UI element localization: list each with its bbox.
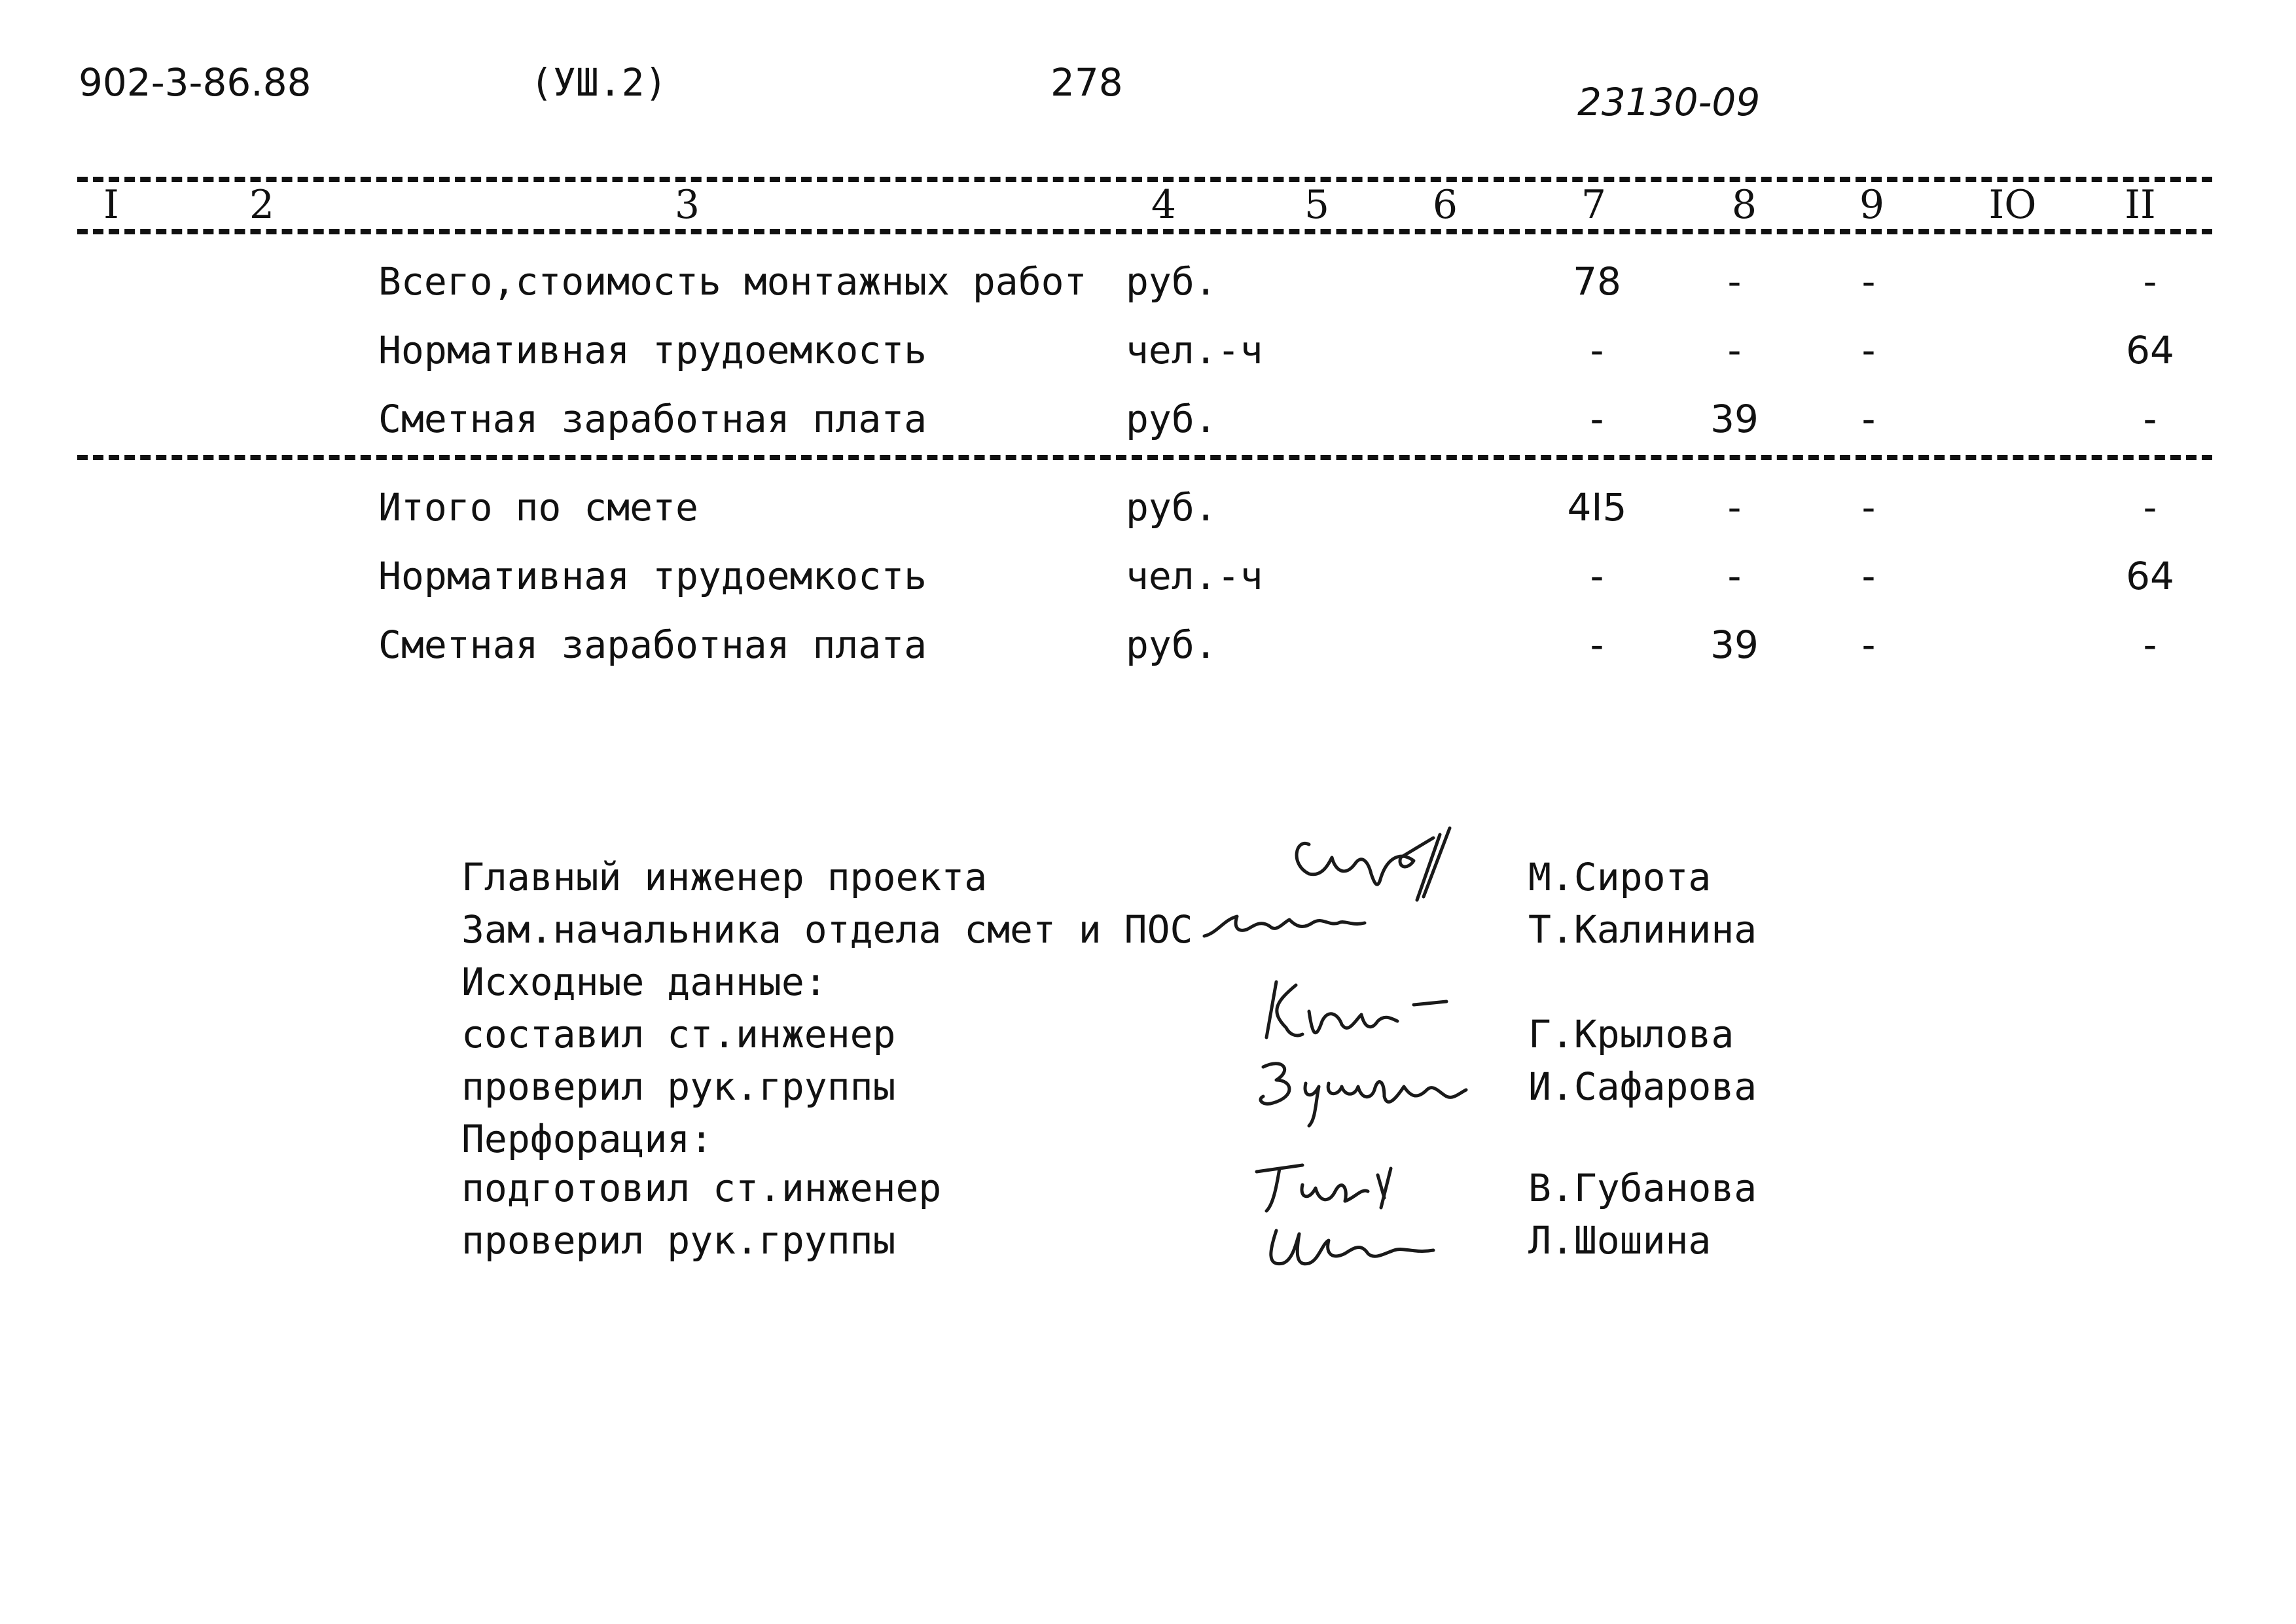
column-number: 3 — [674, 182, 700, 228]
row-col7: - — [1590, 623, 1604, 667]
row-col11: - — [2143, 623, 2157, 667]
row-col7: - — [1590, 397, 1604, 441]
handwritten-signature — [1244, 1152, 1440, 1218]
handwritten-signature — [1198, 897, 1394, 949]
signature-row — [0, 1008, 2296, 1060]
signature-row — [0, 956, 2296, 1008]
row-col9: - — [1861, 397, 1876, 441]
signature-person: И.Сафарова — [1528, 1064, 1757, 1109]
row-name: Всего,стоимость монтажных работ — [378, 259, 1087, 304]
row-col8: - — [1727, 485, 1742, 530]
row-col11: - — [2143, 259, 2157, 304]
row-col9: - — [1861, 328, 1876, 372]
table-top-rule — [77, 177, 2212, 182]
table-separator-rule — [77, 455, 2212, 460]
row-name: Нормативная трудоемкость — [378, 554, 927, 598]
section-label: (УШ.2) — [530, 60, 668, 105]
row-col9: - — [1861, 259, 1876, 304]
column-number: I — [103, 182, 119, 228]
column-number: 5 — [1304, 182, 1330, 228]
row-col7: 78 — [1573, 259, 1621, 304]
signature-row — [0, 1060, 2296, 1113]
row-name: Итого по смете — [378, 485, 698, 530]
column-number: 7 — [1581, 182, 1607, 228]
row-col8: - — [1727, 259, 1742, 304]
signature-person: В.Губанова — [1528, 1166, 1757, 1210]
signature-person: Г.Крылова — [1528, 1012, 1734, 1056]
row-unit: руб. — [1126, 623, 1217, 667]
table-header-rule — [77, 229, 2212, 234]
page-number: 278 — [1050, 60, 1123, 105]
signature-role: Зам.начальника отдела смет и ПОС — [461, 907, 1193, 952]
row-col7: 4I5 — [1567, 485, 1627, 530]
row-col8: 39 — [1710, 623, 1759, 667]
handwritten-signature — [1250, 975, 1499, 1047]
signature-role: проверил рук.группы — [461, 1064, 896, 1109]
signature-row — [0, 851, 2296, 903]
row-col8: - — [1727, 328, 1742, 372]
row-col7: - — [1590, 554, 1604, 598]
signature-person: М.Сирота — [1528, 855, 1712, 899]
signature-role: составил ст.инженер — [461, 1012, 896, 1056]
row-unit: руб. — [1126, 259, 1217, 304]
handwritten-signature — [1257, 1218, 1453, 1276]
row-col8: 39 — [1710, 397, 1759, 441]
row-col9: - — [1861, 623, 1876, 667]
row-unit: чел.-ч — [1126, 554, 1263, 598]
signature-role: проверил рук.группы — [461, 1218, 896, 1263]
row-col11: - — [2143, 397, 2157, 441]
signature-role: Исходные данные: — [461, 960, 827, 1004]
table-row — [0, 252, 2296, 311]
column-number: 9 — [1859, 182, 1885, 228]
table-row — [0, 547, 2296, 605]
row-col11: - — [2143, 485, 2157, 530]
column-number: II — [2125, 182, 2156, 228]
row-col9: - — [1861, 554, 1876, 598]
signature-person: Т.Калинина — [1528, 907, 1757, 952]
signature-role: подготовил ст.инженер — [461, 1166, 942, 1210]
column-number: 4 — [1151, 182, 1177, 228]
row-name: Сметная заработная плата — [378, 623, 927, 667]
table-row — [0, 615, 2296, 674]
row-unit: руб. — [1126, 485, 1217, 530]
document-code: 902-3-86.88 — [79, 60, 312, 105]
row-col7: - — [1590, 328, 1604, 372]
signature-row — [0, 1113, 2296, 1165]
table-row — [0, 478, 2296, 537]
handwritten-signature — [1244, 1051, 1505, 1129]
table-row — [0, 321, 2296, 380]
row-col11: 64 — [2126, 554, 2174, 598]
signature-role: Главный инженер проекта — [461, 855, 988, 899]
signature-row — [0, 1162, 2296, 1214]
signature-person: Л.Шошина — [1528, 1218, 1712, 1263]
row-name: Сметная заработная плата — [378, 397, 927, 441]
column-number: 6 — [1432, 182, 1458, 228]
registration-number: 23130-09 — [1577, 80, 1761, 124]
row-unit: чел.-ч — [1126, 328, 1263, 372]
row-col9: - — [1861, 485, 1876, 530]
column-number: 2 — [249, 182, 275, 228]
row-unit: руб. — [1126, 397, 1217, 441]
signature-role: Перфорация: — [461, 1117, 713, 1161]
row-col8: - — [1727, 554, 1742, 598]
column-number: 8 — [1731, 182, 1757, 228]
table-row — [0, 389, 2296, 448]
column-number: IO — [1988, 182, 2037, 228]
row-col11: 64 — [2126, 328, 2174, 372]
signature-row — [0, 903, 2296, 956]
row-name: Нормативная трудоемкость — [378, 328, 927, 372]
signature-row — [0, 1214, 2296, 1267]
